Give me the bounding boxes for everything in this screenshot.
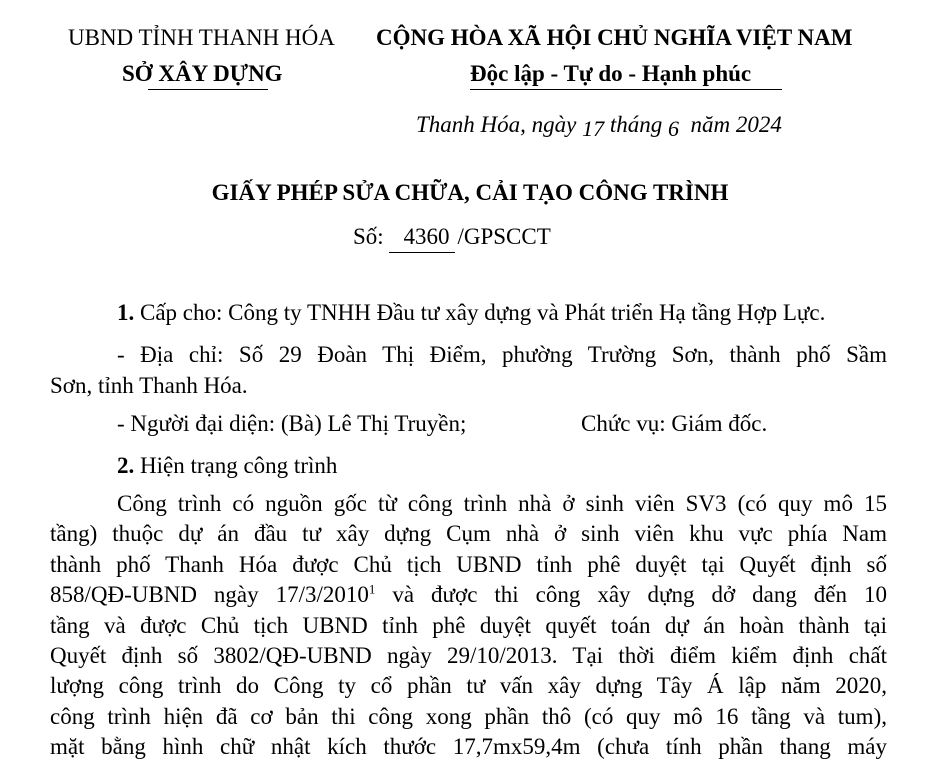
- section-2-text: Hiện trạng công trình: [134, 453, 338, 478]
- paragraph-line-3: thành phố Thanh Hóa được Chủ tịch UBND tỉnh phê duyệt tại Quyết định số: [50, 552, 887, 577]
- representative-position: Chức vụ: Giám đốc.: [581, 411, 768, 436]
- date-month-label: tháng: [604, 112, 669, 137]
- paragraph-line-4-end: và được thi công xây dựng dở dang đến 10: [375, 582, 887, 607]
- paragraph-line-8: công trình hiện đã cơ bản thi công xong phần thô (có quy mô 16 tầng và tum),: [50, 704, 887, 729]
- number-label: Số:: [353, 224, 390, 249]
- section-1-text: Cấp cho: Công ty TNHH Đầu tư xây dựng và Phát triển Hạ tầng Hợp Lực.: [134, 300, 826, 325]
- section-2: [117, 453, 337, 479]
- document-title: GIẤY PHÉP SỬA CHỮA, CẢI TẠO CÔNG TRÌNH: [211, 180, 729, 205]
- paragraph-line-5: tầng và được Chủ tịch UBND tỉnh phê duyệt quyết toán dự án hoàn thành tại: [50, 613, 887, 638]
- date-month: 6: [668, 116, 680, 141]
- paragraph-line-9: mặt bằng hình chữ nhật kích thước 17,7mx59,4m (chưa tính phần thang máy: [50, 734, 887, 759]
- date-place: Thanh Hóa, ngày: [416, 112, 583, 137]
- motto-underline: [470, 89, 782, 90]
- agency-line-2: SỞ XÂY DỰNG: [122, 61, 283, 86]
- section-2-number: 2.: [117, 453, 135, 478]
- agency-line-1: UBND TỈNH THANH HÓA: [68, 25, 335, 50]
- date-year: năm 2024: [679, 112, 782, 137]
- paragraph-line-4-start: 858/QĐ-UBND ngày 17/3/2010: [50, 582, 369, 607]
- number-suffix: /GPSCCT: [457, 224, 551, 249]
- footnote-marker: 1: [368, 581, 376, 597]
- paragraph-line-7: lượng công trình do Công ty cổ phần tư vấn xây dựng Tây Á lập năm 2020,: [50, 673, 887, 698]
- paragraph-line-4: [50, 582, 887, 608]
- address-line-2: Sơn, tỉnh Thanh Hóa.: [50, 373, 248, 398]
- number-value: 4360: [389, 224, 455, 253]
- date-line: [416, 112, 782, 141]
- date-day: 17: [582, 116, 605, 141]
- nation-heading: CỘNG HÒA XÃ HỘI CHỦ NGHĨA VIỆT NAM: [376, 25, 853, 50]
- section-1: [117, 300, 825, 326]
- representative: - Người đại diện: (Bà) Lê Thị Truyền;: [117, 411, 467, 436]
- agency-underline: [148, 89, 268, 90]
- address-line-1: - Địa chỉ: Số 29 Đoàn Thị Điểm, phường Trường Sơn, thành phố Sầm: [117, 342, 887, 367]
- paragraph-line-2: tầng) thuộc dự án đầu tư xây dựng Cụm nhà ở sinh viên khu vực phía Nam: [50, 521, 887, 546]
- motto: Độc lập - Tự do - Hạnh phúc: [470, 61, 752, 86]
- paragraph-line-6: Quyết định số 3802/QĐ-UBND ngày 29/10/2013. Tại thời điểm kiểm định chất: [50, 643, 887, 668]
- paragraph-line-1: Công trình có nguồn gốc từ công trình nhà ở sinh viên SV3 (có quy mô 15: [117, 491, 887, 516]
- section-1-number: 1.: [117, 300, 135, 325]
- document-number: [353, 224, 551, 253]
